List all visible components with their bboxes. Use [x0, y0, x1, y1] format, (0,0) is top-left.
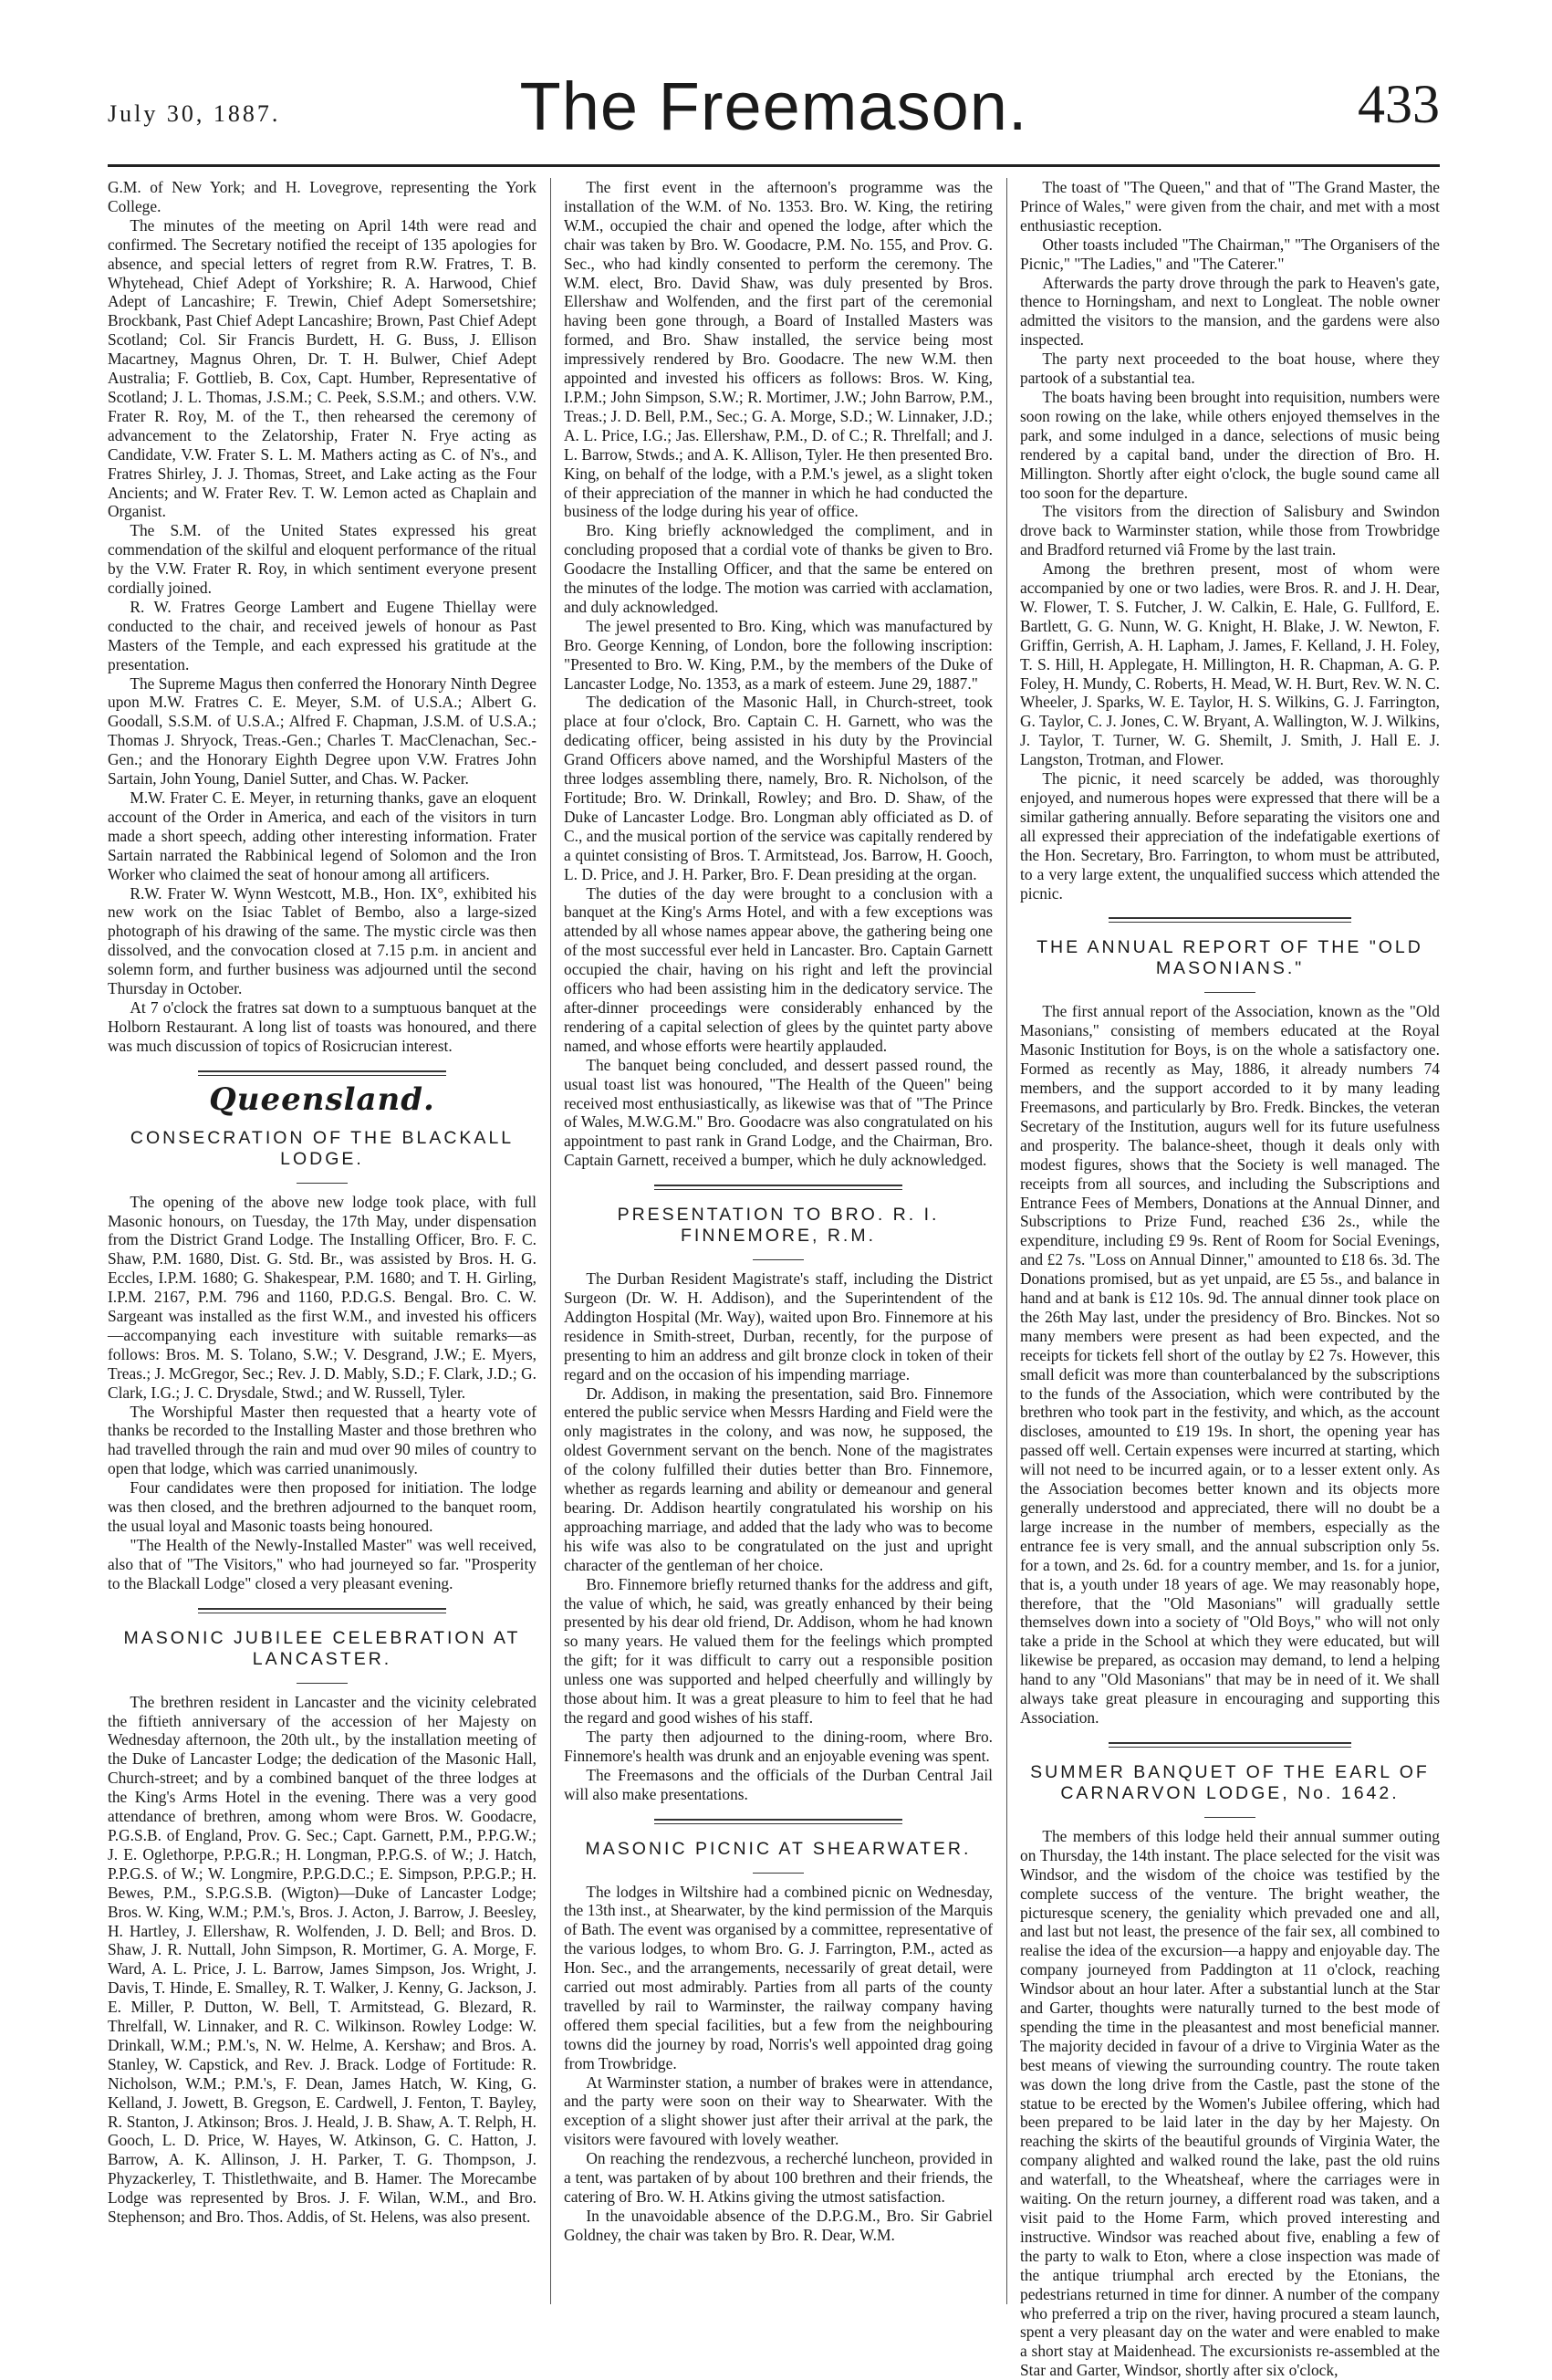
article-paragraph: The first event in the afternoon's programme was the installation of the W.M. of No. 1353. Bro. W. King, the retiring W.M., occupied the chair and opened the lodge, after which the chair was taken by Bro. W. Goodacre, P.M. No. 155, and Prov. G. Sec., who had kindly consented to perform the ceremony. The W.M. elect, Bro. David Shaw, was duly presented by Bros. Ellershaw and Wolfenden, and the first part of the ceremonial having been gone through, a Board of Installed Masters was formed, and Bro. Shaw installed, the service being most impressively rendered by Bro. Goodacre. The new W.M. then appointed and invested his officers as follows: Bros. W. King, I.P.M.; John Simpson, S.W.; R. Mortimer, J.W.; John Barrow, P.M., Treas.; J. D. Bell, P.M., Sec.; G. A. Morge, S.D.; W. Linnaker, J.D.; A. L. Price, I.G.; Jas. Ellershaw, P.M., D. of C.; R. Threlfall; and J. L. Barrow, Stwds.; and A. K. Allison, Tyler. He then presented Bro. King, on behalf of the lodge, with a P.M.'s jewel, as a slight token of their appreciation of the manner in which he had conducted the business of the lodge during his year of office. [564, 178, 993, 521]
article-paragraph: The first annual report of the Association, known as the "Old Masonians," consisting of members educated at the Royal Masonic Institution for Boys, is on the whole a satisfactory one. Formed as recently as May, 1886, it already numbers 74 members, and the support accorded to it by many leading Freemasons, and particularly by Bro. Fredk. Binckes, the veteran Secretary of the Institution, augurs well for its future usefulness and prosperity. The balance-sheet, though it deals only with modest figures, shows that the Society is well managed. The receipts from all sources, and including the Subscriptions and Entrance Fees of Members, Donations at the Annual Dinner, and Subscriptions to Prize Fund, reached £36 2s., while the expenditure, including £9 9s. Rent of Room for Social Evenings, and £2 7s. "Loss on Annual Dinner," amounted to £18 6s. 3d. The Donations promised, but as yet unpaid, are £5 5s., and balance in hand and at bank is £12 10s. 9d. The annual dinner took place on the 26th May last, under the presidency of Bro. Binckes. Not so many members were present as had been expected, and the receipts for tickets fell short of the outlay by £2 7s. However, this small deficit was more than counterbalanced by the subscriptions to the funds of the Association, which were contributed by the brethren who took part in the festivity, and which, as the account discloses, amounted to £19 19s. In short, the opening year has passed off well. Certain expenses were incurred at starting, which will not need to be incurred again, or to a lesser extent only. As the Association becomes better known and its objects more generally understood and appreciated, there will no doubt be a large increase in the number of members, especially as the entrance fee is very small, and the annual subscription only 5s. for a town, and 2s. 6d. for a country member, and 1s. for a junior, that is, a youth under 18 years of age. We may reasonably hope, therefore, that the "Old Masonians" will gradually settle themselves down into a society of "Old Boys," who will not only take a pride in the School at which they were educated, but will likewise be prepared, as occasion may demand, to lend a helping hand to any "Old Masonians" that may be in need of it. We shall always take great pleasure in encouraging and supporting this Association. [1020, 1002, 1440, 1727]
article-paragraph: R. W. Fratres George Lambert and Eugene Thiellay were conducted to the chair, and received jewels of honour as Past Masters of the Temple, and each expressed his gratitude at the presentation. [108, 597, 536, 673]
article-paragraph: The brethren resident in Lancaster and the vicinity celebrated the fiftieth anniversary of the accession of her Majesty on Wednesday afternoon, the 20th ult., by the installation meeting of the Duke of Lancaster Lodge; the dedication of the Masonic Hall, Church-street; and by a combined banquet of the three lodges at the King's Arms Hotel in the evening. There was a very good attendance of brethren, among whom were Bros. W. Goodacre, P.G.S.B. of England, Prov. G. Sec.; Capt. Garnett, P.M., P.P.G.W.; J. E. Oglethorpe, P.P.G.R.; H. Longman, P.P.G.S. of W.; J. Hatch, P.P.G.S. of W.; W. Longmire, P.P.G.D.C.; E. Simpson, P.P.G.P.; H. Bewes, P.M., S.P.G.S.B. (Wigton)—Duke of Lancaster Lodge; Bros. W. King, W.M.; P.M.'s, Bros. J. Acton, J. Barrow, J. Beesley, H. Hartley, J. Ellershaw, R. Wolfenden, J. D. Bell; and Bros. D. Shaw, J. R. Nuttall, John Simpson, R. Mortimer, G. A. Morge, F. Ward, A. L. Price, J. L. Barrow, James Simpson, Jos. Wright, J. Davis, T. Hinde, E. Smalley, R. T. Walker, J. Kenny, G. Jackson, J. E. Miller, P. Dutton, W. Bell, T. Armitstead, G. Blezard, R. Threlfall, W. Linnaker, and R. C. Wilkinson. Rowley Lodge: W. Drinkall, W.M.; P.M.'s, N. W. Helme, A. Kershaw; and Bros. A. Stanley, W. Capstick, and Rev. J. Brack. Lodge of Fortitude: R. Nicholson, W.M.; P.M.'s, F. Dean, James Hatch, W. King, G. Kelland, J. Jowett, B. Gregson, E. Cardwell, J. Fenton, T. Bayley, R. Stanton, J. Atkinson; Bros. J. Heald, J. B. Shaw, A. T. Relph, H. Gooch, L. D. Price, W. Hayes, W. Atkinson, G. C. Hatton, J. Barrow, A. K. Allinson, J. H. Parker, T. G. Thompson, J. Phyzackerley, T. Thistlethwaite, and B. Hamer. The Morecambe Lodge was represented by Bros. J. F. Wilan, W.M., and Bro. Stephenson; and Bro. Thos. Addis, of St. Helens, was also present. [108, 1692, 536, 2227]
article-headline: PRESENTATION TO BRO. R. I. FINNEMORE, R.M. [617, 1205, 940, 1247]
page-number: 433 [1358, 74, 1440, 134]
article-divider [198, 1608, 447, 1613]
masthead-rule [108, 164, 1440, 167]
article-paragraph: The Worshipful Master then requested that a hearty vote of thanks be recorded to the Installing Master and those brethren who had travelled through the rain and mud over 90 miles of country to open that lodge, which was carried unanimously. [108, 1402, 536, 1478]
article-paragraph: G.M. of New York; and H. Lovegrove, representing the York College. [108, 178, 536, 215]
headline-rule [297, 1683, 348, 1684]
article-headline: SUMMER BANQUET OF THE EARL OF CARNARVON LODGE, No. 1642. [1030, 1761, 1430, 1803]
article-paragraph: The opening of the above new lodge took place, with full Masonic honours, on Tuesday, the 17th May, under dispensation from the District Grand Lodge. The Installing Officer, Bro. F. C. Shaw, P.M. 1680, Dist. G. Std. Br., was assisted by Bros. H. G. Eccles, I.P.M. 1680; G. Shakespear, P.M. 1680; and T. H. Girling, I.P.M. 2167, P.M. 796 and 1160, P.D.G.S. Bengal. Bro. C. W. Sargeant was installed as the first W.M., and invested his officers—accompanying each investiture with suitable remarks—as follows: Bros. M. S. Tolano, S.W.; V. Desgrand, J.W.; E. Myers, Treas.; J. McGregor, Sec.; Rev. J. D. Mably, S.D.; F. Clark, J.D.; G. Clark, I.G.; J. C. Drysdale, Stwd.; and W. Russell, Tyler. [108, 1192, 536, 1402]
column-1 [108, 178, 536, 2304]
article-paragraph: The banquet being concluded, and dessert passed round, the usual toast list was honoured, "The Health of the Queen" being received most enthusiastically, as likewise was that of "The Prince of Wales, M.W.G.M." Bro. Goodacre was also congratulated on his appointment to past rank in Grand Lodge, and the Chairman, Bro. Captain Garnett, received a bumper, which he duly acknowledged. [564, 1055, 993, 1170]
article-paragraph: In the unavoidable absence of the D.P.G.M., Bro. Sir Gabriel Goldney, the chair was taken by Bro. R. Dear, W.M. [564, 2206, 993, 2244]
article-paragraph: On reaching the rendezvous, a recherché luncheon, provided in a tent, was partaken of by about 100 brethren and their friends, the catering of Bro. W. H. Atkins giving the utmost satisfaction. [564, 2149, 993, 2206]
article-paragraph: Dr. Addison, in making the presentation, said Bro. Finnemore entered the public service when Messrs Harding and Field were the only magistrates in the colony, and was now, he supposed, the oldest Government servant on the bench. None of the magistrates of the colony fulfilled their duties better than Bro. Finnemore, whether as regards learning and ability or demeanour and general bearing. Dr. Addison heartily congratulated his worship on his approaching marriage, and added that the lady who was to become his wife was also to be congratulated on the just and upright character of the gentleman of her choice. [564, 1383, 993, 1574]
article-divider [654, 1185, 903, 1190]
newspaper-title: The Freemason. [519, 68, 1028, 144]
article-headline: MASONIC PICNIC AT SHEARWATER. [585, 1838, 972, 1859]
article-paragraph: At 7 o'clock the fratres sat down to a sumptuous banquet at the Holborn Restaurant. A long list of toasts was honoured, and there was much discussion of topics of Rosicrucian interest. [108, 997, 536, 1055]
headline-rule [753, 1259, 804, 1260]
column-3 [1020, 178, 1440, 2380]
article-paragraph: Bro. King briefly acknowledged the compliment, and in concluding proposed that a cordial vote of thanks be given to Bro. Goodacre the Installing Officer, and that the same be entered on the minutes of the lodge. The motion was carried with acclamation, and duly acknowledged. [564, 521, 993, 616]
column-rule [1006, 178, 1007, 2304]
article-paragraph: The jewel presented to Bro. King, which was manufactured by Bro. George Kenning, of London, bore the following inscription: "Presented to Bro. W. King, P.M., by the members of the Duke of Lancaster Lodge, No. 1353, as a mark of esteem. June 29, 1887." [564, 616, 993, 693]
column-rule [550, 178, 551, 2304]
article-divider [654, 1819, 903, 1824]
article-paragraph: The S.M. of the United States expressed his great commendation of the skilful and eloquent performance of the ritual by the V.W. Frater R. Roy, in which sentiment everyone present cordially joined. [108, 521, 536, 598]
article-paragraph: The dedication of the Masonic Hall, in Church-street, took place at four o'clock, Bro. Captain C. H. Garnett, who was the dedicating officer, being assisted in his duty by the Provincial Grand Officers above named, and the Worshipful Masters of the three lodges assembling there, namely, Bro. R. Nicholson, of the Fortitude; Bro. W. Drinkall, Rowley; and Bro. D. Shaw, of the Duke of Lancaster Lodge. Bro. Longman ably officiated as D. of C., and the musical portion of the service was capitally rendered by a quintet consisting of Bros. T. Armitstead, Jos. Barrow, H. Gooch, L. D. Price, and J. H. Parker, Bro. F. Dean presiding at the organ. [564, 693, 993, 883]
article-paragraph: The members of this lodge held their annual summer outing on Thursday, the 14th instant. The place selected for the visit was Windsor, and the wisdom of the choice was testified by the complete success of the venture. The bright weather, the picturesque scenery, the geniality which prevaded one and all, and last but not least, the presence of the fair sex, all combined to realise the idea of the excursion—a happy and enjoyable day. The company journeyed from Paddington at 11 o'clock, reaching Windsor about an hour later. After a substantial lunch at the Star and Garter, thoughts were naturally turned to the best mode of spending the time in the pleasantest and most beneficial manner. The majority decided in favour of a drive to Virginia Water as the best means of viewing the surrounding country. The route taken was down the long drive from the Castle, past the stone of the statue to be erected by the Women's Jubilee offering, which had been prepared to be laid later in the day by her Majesty. On reaching the skirts of the beautiful grounds of Virginia Water, the company alighted and walked round the lake, past the old ruins and waterfall, to the Wheatsheaf, where the carriages were in waiting. On the return journey, a different road was taken, and a visit paid to the Home Farm, which proved interesting and instructive. Windsor was reached about five, enabling a few of the party to walk to Eton, where a close inspection was made of the antique triumphal arch erected by the Etonians, the pedestrians returned in time for dinner. A number of the company who preferred a trip on the river, having procured a steam launch, spent a very pleasant day on the water and were enabled to make a short stay at Maidenhead. The excursionists re-assembled at the Star and Garter, Windsor, shortly after six o'clock, [1020, 1826, 1440, 2380]
article-paragraph: Afterwards the party drove through the park to Heaven's gate, thence to Horningsham, and next to Longleat. The noble owner admitted the visitors to the mansion, and the gardens were also inspected. [1020, 273, 1440, 350]
article-paragraph: R.W. Frater W. Wynn Westcott, M.B., Hon. IX°, exhibited his new work on the Isiac Tablet of Bembo, also a large-sized photograph of his drawing of the same. The mystic circle was then dissolved, and the convocation closed at 7.15 p.m. in ancient and solemn form, and further business was adjourned until the second Thursday in October. [108, 883, 536, 998]
headline-rule [753, 1873, 804, 1874]
article-paragraph: The Durban Resident Magistrate's staff, including the District Surgeon (Dr. W. H. Addison), and the Superintendent of the Addington Hospital (Mr. Way), waited upon Bro. Finnemore at his residence in Smith-street, Durban, recently, for the purpose of presenting to him an address and gilt bronze clock in token of their regard and on the occasion of his impending marriage. [564, 1269, 993, 1383]
article-divider [1109, 1742, 1352, 1748]
headline-rule [1204, 992, 1255, 993]
article-paragraph: "The Health of the Newly-Installed Master" was well received, also that of "The Visitors," who had journeyed so far. "Prosperity to the Blackall Lodge" closed a very pleasant evening. [108, 1535, 536, 1592]
article-paragraph: The picnic, it need scarcely be added, was thoroughly enjoyed, and numerous hopes were expressed that there will be a similar gathering annually. Before separating the visitors one and all expressed their appreciation of the indefatigable exertions of the Hon. Secretary, Bro. Farrington, to whom must be attributed, to a very large extent, the unqualified success which attended the picnic. [1020, 769, 1440, 903]
article-headline: THE ANNUAL REPORT OF THE "OLD MASONIANS." [1036, 937, 1423, 979]
article-headline: CONSECRATION OF THE BLACKALL LODGE. [130, 1127, 515, 1169]
article-headline: MASONIC JUBILEE CELEBRATION AT LANCASTER. [123, 1627, 521, 1669]
article-divider [1109, 917, 1352, 923]
article-paragraph: Four candidates were then proposed for initiation. The lodge was then closed, and the brethren adjourned to the banquet room, the usual loyal and Masonic toasts being honoured. [108, 1478, 536, 1535]
article-paragraph: The boats having been brought into requisition, numbers were soon rowing on the lake, while others enjoyed themselves in the park, and some indulged in a dance, selections of music being rendered by a capital band, under the direction of Bro. H. Millington. Shortly after eight o'clock, the bugle sound came all too soon for the departure. [1020, 387, 1440, 502]
section-heading: Queensland. [209, 1080, 435, 1118]
article-paragraph: The lodges in Wiltshire had a combined picnic on Wednesday, the 13th inst., at Shearwater, by the kind permission of the Marquis of Bath. The event was organised by a committee, representative of the various lodges, to whom Bro. G. J. Farrington, P.M., acted as Hon. Sec., and the arrangements, necessarily of great detail, were carried out most admirably. Parties from all parts of the county travelled by rail to Warminster, the railway company having offered them special facilities, but a few from the neighbouring towns did the journey by road, Norris's well appointed drag going from Trowbridge. [564, 1882, 993, 2072]
article-paragraph: The party then adjourned to the dining-room, where Bro. Finnemore's health was drunk and an enjoyable evening was spent. [564, 1727, 993, 1765]
article-paragraph: The Supreme Magus then conferred the Honorary Ninth Degree upon M.W. Fratres C. E. Meyer, S.M. of U.S.A.; Albert G. Goodall, S.S.M. of U.S.A.; Alfred F. Chapman, J.S.M. of U.S.A.; Thomas J. Shryock, Treas.-Gen.; Charles T. MacClenachan, Sec.-Gen.; and the Honorary Eighth Degree upon V.W. Fratres John Sartain, John Young, Daniel Sutter, and Chas. W. Packer. [108, 673, 536, 788]
article-paragraph: Among the brethren present, most of whom were accompanied by one or two ladies, were Bros. R. and J. H. Dear, W. Flower, T. S. Futcher, J. W. Calkin, E. Hale, G. Fullford, E. Bartlett, G. G. Nunn, W. G. Knight, H. Blake, J. W. Newton, F. Griffin, Gerrish, A. H. Lapham, J. James, F. Kelland, J. H. Foley, T. S. Hill, H. Applegate, H. Millington, H. R. Chapman, A. G. P. Foley, H. Mundy, C. Roberts, H. Mead, W. H. Burt, Rev. W. N. C. Wheeler, J. Sparks, W. E. Taylor, H. S. Wilkins, G. J. Farrington, G. Taylor, C. J. Jones, C. W. Bryant, A. Wallington, W. J. Wilkins, J. Taylor, T. Turner, W. G. Shemilt, J. Smith, J. Hall E. J. Langston, Trotman, and Flower. [1020, 559, 1440, 769]
article-paragraph: The Freemasons and the officials of the Durban Central Jail will also make presentations. [564, 1765, 993, 1803]
article-paragraph: The visitors from the direction of Salisbury and Swindon drove back to Warminster station, while those from Trowbridge and Bradford returned viâ Frome by the last train. [1020, 502, 1440, 559]
section-divider [198, 1070, 447, 1076]
article-paragraph: Other toasts included "The Chairman," "The Organisers of the Picnic," "The Ladies," and "The Caterer." [1020, 235, 1440, 273]
article-paragraph: The toast of "The Queen," and that of "The Grand Master, the Prince of Wales," were given from the chair, and met with a most enthusiastic reception. [1020, 178, 1440, 235]
article-paragraph: The duties of the day were brought to a conclusion with a banquet at the King's Arms Hotel, and with a few exceptions was attended by all whose names appear above, the gathering being one of the most successful ever held in Lancaster. Bro. Captain Garnett occupied the chair, having on his right and left the provincial officers who had been assisting him in the dedicatory service. The after-dinner proceedings were considerably enhanced by the rendering of a capital selection of glees by the quintet party above named, and whose efforts were heartily applauded. [564, 883, 993, 1055]
masthead [108, 55, 1440, 146]
column-2 [564, 178, 993, 2304]
article-paragraph: M.W. Frater C. E. Meyer, in returning thanks, gave an eloquent account of the Order in America, and each of the visitors in turn made a short speech, adding other interesting information. Frater Sartain narrated the Rabbinical legend of Solomon and the Iron Worker who claimed the seat of honour among all artificers. [108, 788, 536, 883]
article-paragraph: At Warminster station, a number of brakes were in attendance, and the party were soon on their way to Shearwater. With the exception of a slight shower just after their arrival at the park, the visitors were favoured with lovely weather. [564, 2072, 993, 2149]
article-paragraph: Bro. Finnemore briefly returned thanks for the address and gift, the value of which, he said, was greatly enhanced by their being presented by his dear old friend, Dr. Addison, whom he had known so many years. He valued them for the feelings which prompted the gift; for it was difficult to carry out a responsible position unless one was supported and helped cheerfully and willingly by those about him. It was a great pleasure to him to feel that he had the regard and good wishes of his staff. [564, 1574, 993, 1727]
issue-date: July 30, 1887. [108, 100, 281, 127]
article-paragraph: The party next proceeded to the boat house, where they partook of a substantial tea. [1020, 350, 1440, 388]
headline-rule [297, 1183, 348, 1184]
article-paragraph: The minutes of the meeting on April 14th were read and confirmed. The Secretary notified the receipt of 135 apologies for absence, and special letters of regret from R.W. Fratres, T. B. Whytehead, Chief Adept of Yorkshire; R. A. Harwood, Chief Adept of Lancashire; F. Trewin, Chief Adept Somersetshire; Brockbank, Past Chief Adept Lancashire; Brown, Past Chief Adept Scotland; Col. Sir Francis Burdett, H. G. Buss, J. Ellison Macartney, Magnus Ohren, Dr. T. H. Bulwer, Chief Adept Australia; F. Gottlieb, B. Cox, Capt. Humber, Representative of Scotland; J. L. Thomas, J.S.M.; C. Peek, S.S.M.; and others. V.W. Frater R. Roy, M. of the T., then rehearsed the ceremony of advancement to the Zelatorship, Frater N. Frye acting as Candidate, V.W. Frater S. L. M. Mathers acting as C. of N's., and Fratres Shirley, J. J. Thomas, Street, and Lake acting as the Four Ancients; and W. Frater Rev. T. W. Lemon acted as Chaplain and Organist. [108, 215, 536, 521]
headline-rule [1204, 1817, 1255, 1818]
